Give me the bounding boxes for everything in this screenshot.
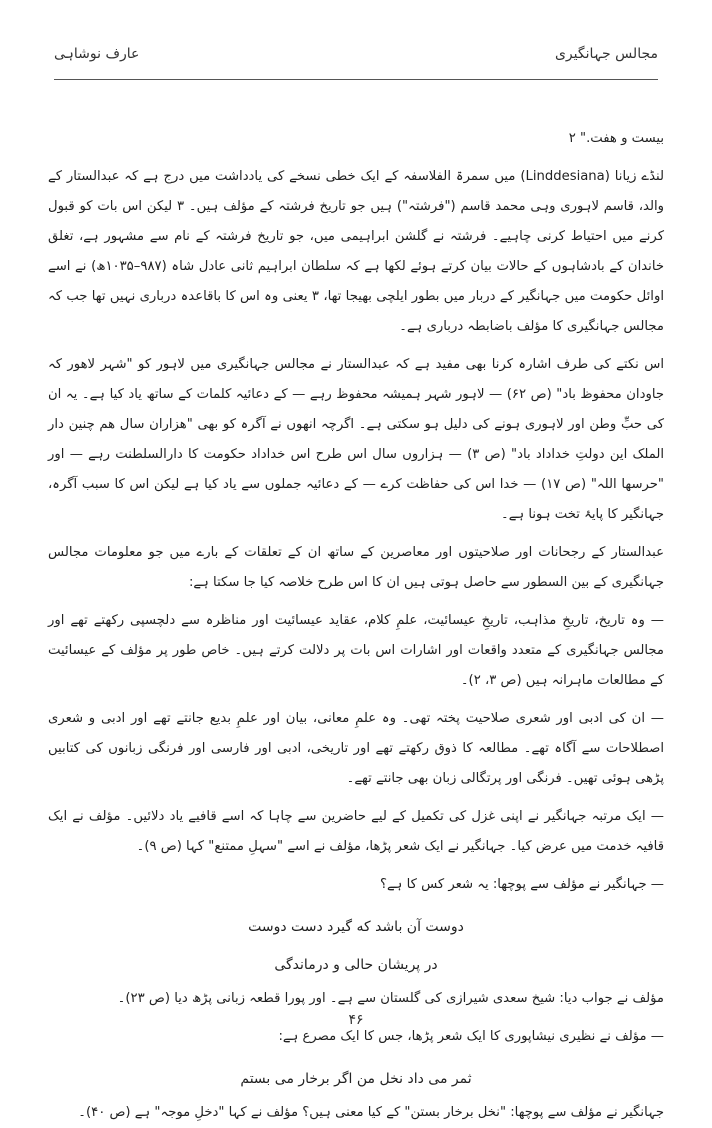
paragraph-naziri: — مؤلف نے نظیری نیشاپوری کا ایک شعر پڑھا، جس کا ایک مصرع ہے: — [278, 1029, 664, 1044]
author-name: عارف نوشاہی — [54, 46, 140, 62]
paragraph-summary-intro: عبدالستار کے رجحانات اور صلاحیتوں اور معاصرین کے ساتھ ان کے تعلقات کے بارے میں جو معلومات مجالس جہانگیری کے بین السطور سے حاصل ہوتی ہیں ان کا اس طرح خلاصہ کیا جا سکتا ہے: — [48, 545, 664, 590]
paragraph-lahore: اس نکتے کی طرف اشارہ کرنا بھی مفید ہے کہ عبدالستار نے مجالس جہانگیری میں لاہور کو "شہر لاھور کہ جاودان محفوظ باد" (ص ۶۲) — لاہور شہر ہمیشہ محفوظ رہے — کے دعائیہ کلمات کے ساتھ یاد کیا ہے۔ یہ ان کی حبِّ وطن اور لاہوری ہونے کی دلیل ہو سکتی ہے۔ اگرچہ انھوں نے آگرہ کو بھی "ھزاران سال ھم چنین دار الملک این دولتِ خداداد باد" (ص ۳) — ہزاروں سال اس طرح اس خداداد حکومت کا دارالسلطنت رہے — اور "حرسھا اللہ" (ص ۱۷) — خدا اس کی حفاظت کرے — کے دعائیہ جملوں سے یاد کیا ہے لیکن اس کا سبب آگرہ، جہانگیر کا پایۂ تخت ہونا ہے۔ — [48, 357, 665, 522]
verse-line-1: دوست آن باشد که گیرد دست دوست — [248, 919, 464, 935]
paragraph-point-ghazal: — ایک مرتبہ جہانگیر نے اپنی غزل کی تکمیل کے لیے حاضرین سے چاہا کہ اسے قافیے یاد دلائیں۔ مؤلف نے ایک قافیہ خدمت میں عرض کیا۔ جہانگیر نے ایک شعر پڑھا، مؤلف نے اسے "سہلِ ممتنع" کہا (ص ۹)۔ — [48, 809, 664, 854]
paragraph-point-question: — جہانگیر نے مؤلف سے پوچھا: یہ شعر کس کا ہے؟ — [379, 877, 664, 892]
paragraph-point-history: — وہ تاریخ، تاریخِ مذاہب، تاریخِ عیسائیت، علمِ کلام، عقاید عیسائیت اور مناظرہ سے دلچسپی رکھتے تھے اور مجالس جہانگیری کے متعدد واقعات اور اشارات اس بات پر دلالت کرتے ہیں۔ خاص طور پر مؤلف کے عیسائیت کے مطالعات ماہرانہ ہیں (ص ۳، ۲)۔ — [48, 613, 664, 688]
paragraph-opening: بیست و ھفت." ۲ — [568, 131, 664, 146]
paragraph-point-literary: — ان کی ادبی اور شعری صلاحیت پختہ تھی۔ وہ علمِ معانی، بیان اور علمِ بدیع جانتے تھے اور ادبی و شعری اصطلاحات سے آگاہ تھے۔ مطالعہ کا ذوق رکھتے تھے اور تاریخی، ادبی اور فارسی اور فرنگی زبانوں کی کتابیں پڑھی ہوئی تھیں۔ فرنگی اور پرتگالی زبان بھی جانتے تھے۔ — [48, 711, 664, 786]
paragraph-saadi-answer: مؤلف نے جواب دیا: شیخ سعدی شیرازی کی گلستان سے ہے۔ اور پورا قطعہ زبانی پڑھ دیا (ص ۲۳)۔ — [117, 991, 664, 1006]
misra-line: ثمر می داد نخل من اگر برخار می بستم — [240, 1071, 472, 1087]
verse-line-2: در پریشان حالی و درماندگی — [274, 957, 438, 973]
running-header — [42, 38, 670, 72]
header-rule — [54, 79, 658, 80]
paragraph-lindesiana: لنڈے زیانا (Linddesiana) میں سمرۃ الفلاسفہ کے ایک خطی نسخے کی یادداشت میں درج ہے کہ عبدالستار کے والد، قاسم لاہوری وہی محمد قاسم ("فرشتہ") ہیں جو تاریخ فرشتہ کے مؤلف ہیں۔ ۳ لیکن اس بات کو قبول کرنے میں احتیاط کرنی چاہیے۔ فرشتہ نے گلشن ابراہیمی میں، جو تاریخ فرشتہ کے نام سے مشہور ہے، تغلق خاندان کے بادشاہوں کے حالات بیان کرتے ہوئے لکھا ہے کہ سلطان ابراہیم ثانی عادل شاہ (۹۸۷–۱۰۳۵ھ) نے اسے اوائل حکومت میں جہانگیر کے دربار میں بطور ایلچی بھیجا تھا، ۳ یعنی وہ اس کا باقاعدہ درباری نہیں تھا جب کہ مجالس جہانگیری کا مؤلف باضابطہ درباری ہے۔ — [48, 169, 665, 334]
paragraph-closing: جہانگیر نے مؤلف سے پوچھا: "نخل برخار بستن" کے کیا معنی ہیں؟ مؤلف نے کہا "دخلِ موجہ" ہے (ص ۴۰)۔ — [78, 1105, 664, 1120]
body-text — [42, 124, 670, 1128]
book-title: مجالس جہانگیری — [554, 46, 658, 62]
page-number: ۴۶ — [348, 1012, 364, 1028]
